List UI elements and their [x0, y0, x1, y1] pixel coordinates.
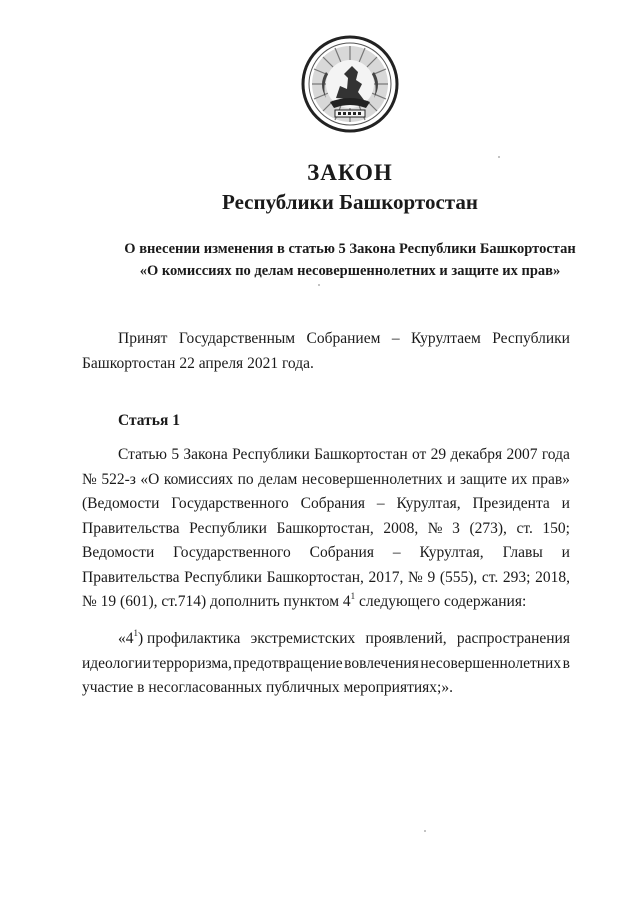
item-number — [118, 627, 240, 652]
word: Главы — [502, 544, 543, 561]
word: № — [408, 568, 423, 586]
word: – — [392, 544, 401, 561]
word: (555), — [439, 568, 478, 586]
word: ст. — [481, 568, 499, 586]
word: Правительства — [82, 519, 180, 537]
document-title: ЗАКОН — [307, 160, 393, 185]
item-line — [82, 627, 570, 652]
word: Закона — [183, 446, 228, 463]
word: Статью — [118, 446, 167, 463]
body-line — [82, 492, 570, 517]
word: 29 — [430, 446, 447, 463]
law-name-line-1: О внесении изменения в статью 5 Закона Республики Башкортостан — [124, 241, 576, 257]
word: делам — [258, 470, 298, 488]
word: их — [511, 470, 528, 488]
word: Президента — [472, 495, 550, 512]
body-line — [82, 517, 570, 542]
word: распространения — [456, 630, 570, 647]
word: 2017, — [368, 568, 404, 586]
text: следующего содержания: — [355, 593, 527, 610]
word: 293; — [502, 568, 531, 586]
item-line — [82, 652, 570, 677]
article-body — [82, 443, 570, 615]
word: Республики — [232, 446, 310, 463]
new-item-paragraph — [82, 627, 570, 701]
adoption-line-2: Башкортостан 22 апреля 2021 года. — [82, 354, 314, 372]
word: 9 — [427, 568, 436, 586]
word: Башкортостан, — [276, 519, 374, 537]
word: терроризма, — [152, 654, 232, 672]
body-line — [82, 566, 570, 591]
word: Государственным — [178, 330, 296, 347]
word: Государственного — [171, 495, 289, 512]
word: 5 — [171, 446, 180, 463]
word: проявлений, — [365, 630, 447, 647]
word: ст. — [516, 519, 533, 537]
document-subtitle: Республики Башкортостан — [222, 190, 478, 214]
word: Курултая, — [419, 544, 484, 561]
word: Собрания — [309, 544, 374, 561]
text: № 19 (601), ст.714) дополнить пунктом 4 — [82, 593, 351, 610]
word: ) профилактика — [138, 630, 241, 647]
word: Принят — [118, 330, 168, 347]
word: декабря — [450, 446, 503, 463]
word: года — [541, 446, 570, 463]
word: экстремистских — [250, 630, 356, 647]
body-line — [82, 468, 570, 493]
word: Республики — [492, 330, 570, 347]
coat-of-arms-emblem — [300, 34, 400, 134]
law-name-line-2: «О комиссиях по делам несовершеннолетних и защите их прав» — [139, 263, 561, 279]
word: № — [427, 519, 443, 537]
scan-speck — [424, 830, 426, 832]
word: – — [376, 495, 385, 512]
word: идеологии — [82, 654, 152, 672]
word: 3 — [452, 519, 460, 537]
word: Курултаем — [410, 330, 481, 347]
word: прав» — [531, 470, 570, 488]
word: 522-з — [101, 470, 136, 488]
word: (Ведомости — [82, 495, 160, 512]
item-line-last: участие в несогласованных публичных мероприятиях;». — [82, 679, 453, 696]
word: и — [561, 544, 570, 561]
word: Ведомости — [82, 544, 155, 561]
text: «4 — [118, 630, 134, 647]
superscript: 1 — [350, 591, 356, 601]
word: Башкортостан, — [266, 568, 364, 586]
word: Республики — [184, 568, 262, 586]
word: Правительства — [82, 568, 180, 586]
word: – — [391, 330, 400, 347]
article-heading: Статья 1 — [118, 412, 180, 429]
word: 2018, — [535, 568, 570, 586]
word: от — [411, 446, 427, 463]
adoption-line-1 — [82, 327, 570, 352]
word: (273), — [469, 519, 507, 537]
scan-speck — [498, 156, 500, 158]
word: 2008, — [383, 519, 419, 537]
word: защите — [459, 470, 507, 488]
word: комиссиях — [163, 470, 234, 488]
body-line-last — [82, 590, 570, 615]
word: предотвращение — [233, 654, 343, 672]
word: № — [82, 470, 97, 488]
scan-speck — [318, 284, 320, 286]
word: несовершеннолетних — [301, 470, 443, 488]
word: Государственного — [173, 544, 291, 561]
word: Курултая, — [396, 495, 461, 512]
word: в — [562, 654, 570, 672]
word: Башкортостан — [314, 446, 408, 463]
word: по — [237, 470, 254, 488]
superscript: 1 — [133, 628, 138, 638]
word: 150; — [542, 519, 570, 537]
word: вовлечения — [344, 654, 419, 672]
body-line — [82, 541, 570, 566]
word: Собрания — [300, 495, 365, 512]
word: и — [447, 470, 456, 488]
word: Собранием — [306, 330, 381, 347]
adoption-paragraph — [82, 327, 570, 376]
word: несовершеннолетних — [420, 654, 562, 672]
body-line — [82, 443, 570, 468]
word: «О — [140, 470, 160, 488]
word: и — [561, 495, 570, 512]
word: 2007 — [506, 446, 538, 463]
word: Республики — [189, 519, 267, 537]
